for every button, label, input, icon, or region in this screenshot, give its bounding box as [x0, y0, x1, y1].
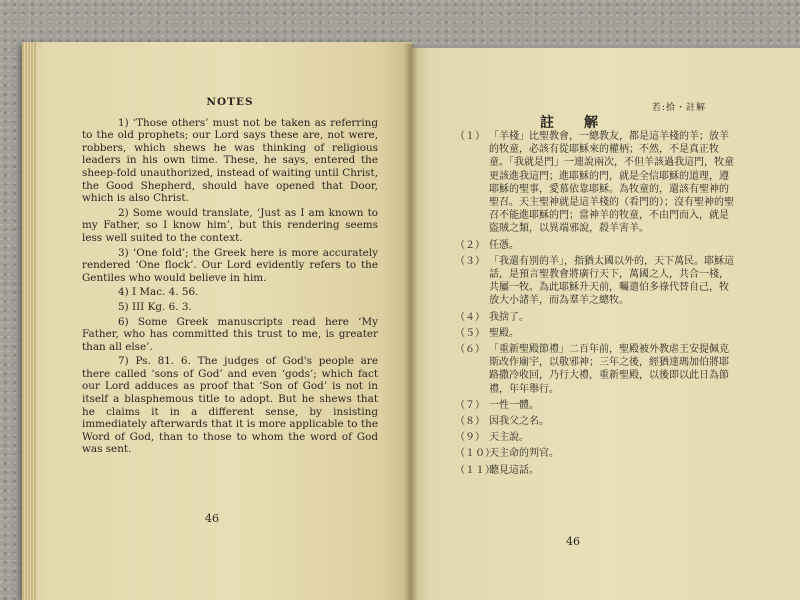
note-paragraph-5: 5) III Kg. 6. 3. [118, 300, 192, 313]
notes-title-chinese: 註 解 [540, 115, 606, 131]
note-item [455, 431, 735, 444]
note-item [455, 255, 735, 308]
note-text: 我捨了。 [489, 311, 529, 323]
note-item [455, 447, 735, 460]
note-item [455, 130, 735, 236]
note-paragraph-2: 2) Some would translate, ‘Just as I am known to my Father, so I know him’, but this rendering seems less well suited to the context. [82, 206, 378, 244]
note-text: 天主說。 [489, 432, 529, 444]
note-item [455, 327, 735, 340]
note-number: （９） [455, 432, 485, 444]
note-text: 天主命的判官。 [489, 448, 559, 460]
notes-english [82, 96, 378, 458]
note-paragraph-3: 3) ‘One fold’; the Greek here is more accurately rendered ‘One flock’. Our Lord evidently refers to the Gentiles who would believe in him. [82, 246, 378, 284]
note-number: （３） [455, 255, 485, 267]
note-number: （２） [455, 239, 485, 251]
note-item [455, 464, 735, 477]
note-number: （５） [455, 327, 485, 339]
note-text: 一性一體。 [489, 399, 539, 411]
note-text: 「重新聖殿節禮」二百年前，聖殿被外教虐王安提佩克斯改作廟宇，以敬邪神；三年之後，經猶達瑪加伯將耶路撒冷收回，乃行大禮，重新聖殿，以後即以此日為節禮，年年舉行。 [489, 344, 729, 395]
note-paragraph-4: 4) I Mac. 4. 56. [118, 286, 199, 299]
notes-chinese [455, 130, 735, 480]
note-text: 聽見這話。 [489, 464, 539, 476]
note-number: （１０） [455, 448, 495, 460]
note-number: （１） [455, 131, 485, 142]
note-item [455, 399, 735, 412]
note-text: 「羊棧」比聖教會，一總教友，都是這羊棧的羊；放羊的牧童，必該有從耶穌來的權柄；不然，不是真正牧童。「我就是門」一連說兩次，不但羊該過我這門，牧童更該進我這門；進耶穌的門，就是全信耶穌的道理，遵耶穌的聖事，愛慕依靠耶穌。為牧童的，還該有聖神的聖召。天主聖神就是這羊棧的（看門的）；沒有聖神的聖召不能進耶穌的門；當神羊的牧童，不由門而入，就是盜賊之類，以異端邪說，殺羊害羊。 [489, 131, 734, 235]
note-item [455, 311, 735, 324]
note-text: 「我還有別的羊」，指猶太國以外的，天下萬民。耶穌這話，是預言聖教會將廣行天下，萬國之人，共合一棧，共屬一牧。為此耶穌升天前，囑遣伯多祿代替自己，牧放大小諸羊，而為羣羊之總牧。 [489, 255, 734, 307]
page-stack-edge [22, 42, 36, 600]
note-number: （８） [455, 416, 485, 428]
note-item [455, 239, 735, 252]
note-number: （４） [455, 311, 485, 323]
note-number: （７） [455, 399, 485, 411]
note-paragraph-6: 6) Some Greek manuscripts read here ‘My Father, who has committed this trust to me, is greater than all else’. [82, 315, 378, 353]
running-header: 若:拾・註解 [652, 103, 707, 113]
note-number: （１１） [455, 464, 495, 476]
note-text: 聖殿。 [489, 327, 519, 339]
note-paragraph-7: 7) Ps. 81. 6. The judges of God's people are there called ‘sons of God’ and even ‘gods’; which fact our Lord adduces as proof that ‘Son of God’ is not in itself a blasphemous title to adopt. But he shews that he claims it in a different sense, by insisting immediately afterwards that it is more applicable to the Word of God, than to those to whom the word of God was sent. [82, 355, 378, 456]
note-text: 任憑。 [489, 239, 519, 251]
book-gutter [404, 44, 418, 600]
note-item [455, 415, 735, 428]
left-page-number: 46 [205, 512, 219, 525]
right-page-number: 46 [566, 535, 580, 548]
notes-title: NOTES [206, 96, 254, 108]
note-number: （６） [455, 344, 485, 356]
note-text: 因我父之名。 [489, 416, 549, 428]
note-item [455, 343, 735, 396]
note-paragraph-1: 1) ‘Those others’ must not be taken as referring to the old prophets; our Lord says these are, not were, robbers, which shews he was thinking of religious leaders in his own time. These, he says, entered the sheep-fold unauthorized, instead of waiting until Christ, the Good Shepherd, should have opened that Door, which is also Christ. [82, 116, 378, 205]
